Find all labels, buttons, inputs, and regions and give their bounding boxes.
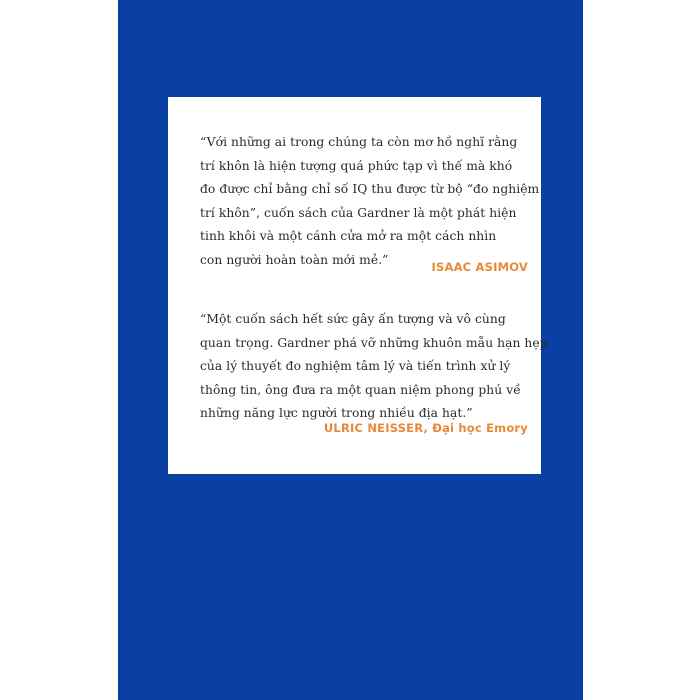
quote-author-asimov: ISAAC ASIMOV: [431, 260, 528, 274]
quote-line: quan trọng. Gardner phá vỡ những khuôn mẫu hạn hẹp: [200, 335, 548, 350]
quote-line: những năng lực người trong nhiều địa hạt.”: [200, 406, 473, 420]
quote-line: “Với những ai trong chúng ta còn mơ hồ nghĩ rằng: [200, 135, 518, 149]
quote-line: đo được chỉ bằng chỉ số IQ thu được từ bộ “đo nghiệm: [200, 182, 540, 196]
quote-line: thông tin, ông đưa ra một quan niệm phong phú về: [200, 382, 521, 397]
quotes-panel: [168, 97, 548, 474]
quote-line: “Một cuốn sách hết sức gây ấn tượng và vô cùng: [200, 312, 506, 326]
quote-line: của lý thuyết đo nghiệm tâm lý và tiến trình xử lý: [200, 359, 511, 373]
quote-line: trí khôn là hiện tượng quá phức tạp vì thế mà khó: [200, 158, 513, 173]
quote-author-neisser: ULRIC NEISSER, Đại học Emory: [323, 421, 528, 435]
quote-line: con người hoàn toàn mới mẻ.”: [200, 252, 389, 267]
quote-line: trí khôn”, cuốn sách của Gardner là một phát hiện: [200, 205, 517, 220]
quote-neisser: [200, 308, 548, 426]
quote-line: tinh khôi và một cánh cửa mở ra một cách nhìn: [200, 229, 497, 243]
quote-asimov: [200, 131, 540, 272]
